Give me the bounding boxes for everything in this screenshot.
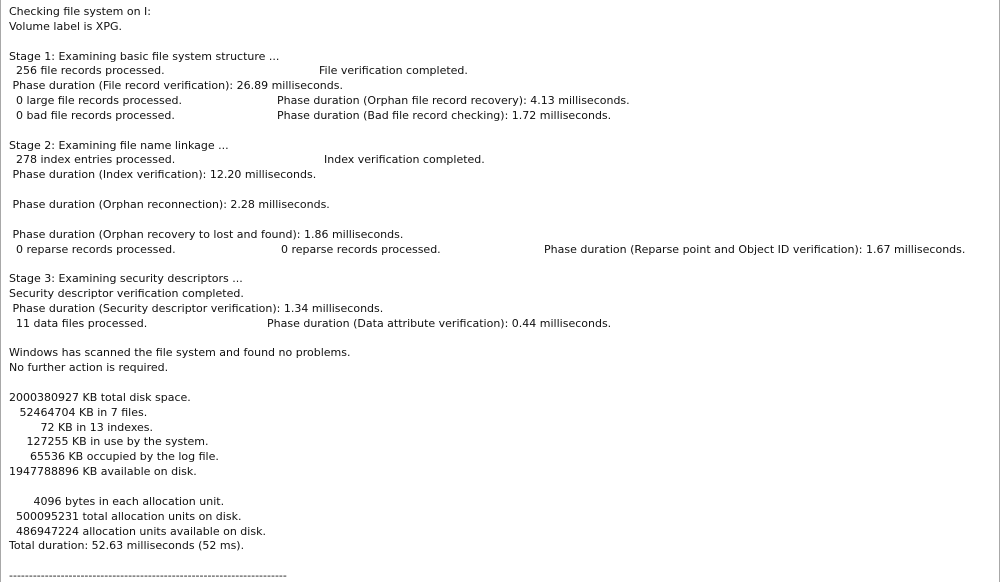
- log-line-text: Phase duration (File record verification): 26.89 milliseconds.: [9, 79, 343, 93]
- log-line-text: 65536 KB occupied by the log file.: [9, 450, 219, 464]
- log-line: [1, 94, 999, 109]
- log-line: [1, 139, 999, 154]
- log-line-text: Index verification completed.: [324, 153, 485, 167]
- log-line-text: 11 data files processed.: [9, 316, 148, 330]
- log-blank-line: [1, 213, 999, 228]
- log-line: [1, 287, 999, 302]
- log-line: [1, 50, 999, 65]
- log-blank-line: [1, 124, 999, 139]
- log-line-text: No further action is required.: [9, 361, 169, 375]
- log-line: [1, 569, 999, 582]
- log-line: [1, 361, 999, 376]
- chkdsk-log-output: [1, 5, 999, 582]
- log-line: [1, 525, 999, 540]
- log-line: [1, 198, 999, 213]
- log-line: [1, 510, 999, 525]
- log-line-text: Windows has scanned the file system and found no problems.: [9, 346, 351, 360]
- log-line-text: Checking file system on I:: [9, 5, 152, 18]
- log-line-text: Phase duration (Data attribute verification): 0.44 milliseconds.: [267, 316, 612, 330]
- log-blank-line: [1, 376, 999, 391]
- log-line-text: 72 KB in 13 indexes.: [9, 420, 153, 434]
- log-line-text: 2000380927 KB total disk space.: [9, 390, 191, 404]
- log-line: [1, 495, 999, 510]
- log-line: [1, 109, 999, 124]
- log-line-text: 278 index entries processed.: [9, 153, 176, 167]
- log-line: [1, 153, 999, 168]
- log-blank-line: [1, 257, 999, 272]
- log-line-text: File verification completed.: [319, 64, 468, 78]
- log-line-text: Phase duration (Security descriptor verification): 1.34 milliseconds.: [9, 301, 384, 315]
- log-line-text: Phase duration (Bad file record checking): 1.72 milliseconds.: [277, 108, 612, 122]
- log-line-text: Phase duration (Reparse point and Object ID verification): 1.67 milliseconds.: [544, 242, 966, 256]
- log-line-text: Stage 3: Examining security descriptors ...: [9, 272, 243, 286]
- log-line: [1, 5, 999, 20]
- log-line-text: 4096 bytes in each allocation unit.: [9, 494, 225, 508]
- log-line-text: Phase duration (Orphan file record recovery): 4.13 milliseconds.: [277, 94, 630, 108]
- log-line: [1, 168, 999, 183]
- log-blank-line: [1, 183, 999, 198]
- log-line: [1, 20, 999, 35]
- log-line-text: Phase duration (Orphan reconnection): 2.28 milliseconds.: [9, 197, 330, 211]
- log-line-text: 486947224 allocation units available on disk.: [9, 524, 266, 538]
- log-line-text: 52464704 KB in 7 files.: [9, 405, 148, 419]
- log-blank-line: [1, 554, 999, 569]
- log-line-text: 0 large file records processed.: [9, 94, 182, 108]
- log-line-text: Total duration: 52.63 milliseconds (52 ms).: [9, 539, 245, 553]
- log-line: [1, 539, 999, 554]
- log-line-text: Stage 1: Examining basic file system structure ...: [9, 49, 280, 63]
- log-line-text: Volume label is XPG.: [9, 19, 122, 33]
- log-line: [1, 435, 999, 450]
- log-line-text: 256 file records processed.: [9, 64, 165, 78]
- log-line-text: Stage 2: Examining file name linkage ...: [9, 138, 229, 152]
- log-line: [1, 406, 999, 421]
- log-line: [1, 391, 999, 406]
- log-line-text: 500095231 total allocation units on disk.: [9, 509, 242, 523]
- log-blank-line: [1, 35, 999, 50]
- log-line: [1, 64, 999, 79]
- log-line: [1, 450, 999, 465]
- log-line: [1, 228, 999, 243]
- log-line: [1, 346, 999, 361]
- log-line-text: 0 bad file records processed.: [9, 108, 175, 122]
- log-line-text: Phase duration (Index verification): 12.20 milliseconds.: [9, 168, 317, 182]
- log-line-text: ----------------------------------------------------------------------: [9, 569, 287, 582]
- log-line-text: 127255 KB in use by the system.: [9, 435, 209, 449]
- log-line-text: 1947788896 KB available on disk.: [9, 465, 197, 479]
- log-line: [1, 302, 999, 317]
- log-line-text: 0 reparse records processed.: [9, 242, 176, 256]
- log-line: [1, 317, 999, 332]
- log-blank-line: [1, 480, 999, 495]
- log-line: [1, 243, 999, 258]
- log-line: [1, 79, 999, 94]
- log-line: [1, 421, 999, 436]
- log-line-text: Security descriptor verification completed.: [9, 287, 244, 301]
- log-line-text: 0 reparse records processed.: [281, 242, 441, 256]
- log-line: [1, 465, 999, 480]
- log-line: [1, 272, 999, 287]
- log-blank-line: [1, 332, 999, 347]
- log-line-text: Phase duration (Orphan recovery to lost and found): 1.86 milliseconds.: [9, 227, 404, 241]
